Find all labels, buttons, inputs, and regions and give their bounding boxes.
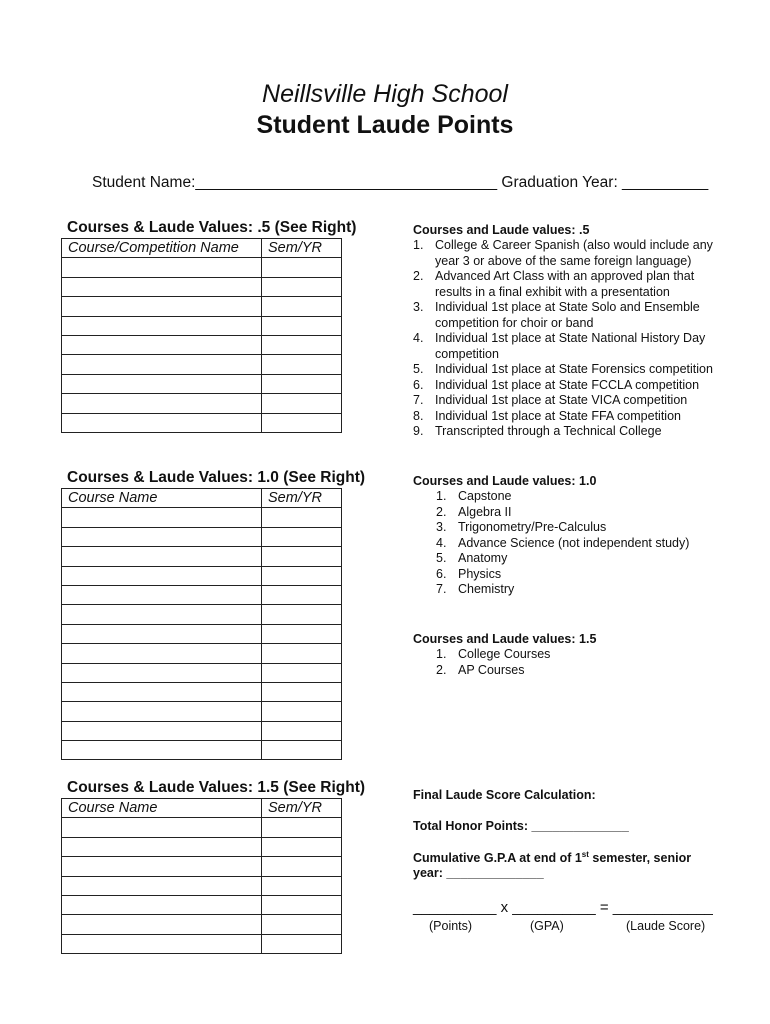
- calc-title: Final Laude Score Calculation:: [413, 788, 596, 802]
- table-row: [62, 857, 342, 876]
- list-item: [413, 300, 723, 331]
- sem-yr-cell[interactable]: [262, 605, 342, 624]
- course-name-cell[interactable]: [62, 837, 262, 856]
- sem-yr-cell[interactable]: [262, 585, 342, 604]
- table-row: [62, 644, 342, 663]
- table-row: [62, 258, 342, 277]
- table-row: [62, 277, 342, 296]
- column-header-name: Course/Competition Name: [62, 239, 262, 258]
- table-row: [62, 374, 342, 393]
- list-item: [413, 238, 723, 269]
- sem-yr-cell[interactable]: [262, 316, 342, 335]
- sem-yr-cell[interactable]: [262, 277, 342, 296]
- list-item: [436, 647, 726, 663]
- sem-yr-cell[interactable]: [262, 721, 342, 740]
- course-name-cell[interactable]: [62, 663, 262, 682]
- list-item-number: 2.: [436, 662, 447, 677]
- list-item-text: Advanced Art Class with an approved plan that results in a final exhibit with a presentation: [435, 269, 695, 299]
- table-row: [62, 741, 342, 760]
- course-name-cell[interactable]: [62, 624, 262, 643]
- list-item-number: 4.: [413, 331, 424, 345]
- list-item-text: Advance Science (not independent study): [458, 535, 690, 550]
- table-body: [62, 508, 342, 760]
- table-row: [62, 895, 342, 914]
- table-row: [62, 624, 342, 643]
- course-name-cell[interactable]: [62, 394, 262, 413]
- cumulative-gpa-line: [413, 850, 691, 865]
- table-row: [62, 721, 342, 740]
- table-row: [62, 297, 342, 316]
- sem-yr-cell[interactable]: [262, 702, 342, 721]
- list-item-text: Physics: [458, 566, 502, 581]
- gpa-text-b: semester, senior: [588, 851, 692, 866]
- sem-yr-cell[interactable]: [262, 355, 342, 374]
- course-name-cell[interactable]: [62, 857, 262, 876]
- sem-yr-cell[interactable]: [262, 624, 342, 643]
- list-item-number: 4.: [436, 535, 447, 550]
- laude-list-10: [436, 489, 726, 598]
- table-body: [62, 818, 342, 954]
- list-item-text: Individual 1st place at State National History Day competition: [435, 331, 706, 361]
- course-name-cell[interactable]: [62, 316, 262, 335]
- student-info-line: Student Name:___________________________________ Graduation Year: __________: [92, 174, 709, 191]
- list-item: [436, 567, 726, 583]
- document-title: Student Laude Points: [256, 111, 514, 139]
- sem-yr-cell[interactable]: [262, 527, 342, 546]
- list-item: [413, 409, 723, 425]
- course-name-cell[interactable]: [62, 547, 262, 566]
- course-name-cell[interactable]: [62, 818, 262, 837]
- laude-list-15: [436, 647, 726, 678]
- sem-yr-cell[interactable]: [262, 818, 342, 837]
- list-item-number: 1.: [436, 647, 447, 661]
- table-row: [62, 394, 342, 413]
- course-name-cell[interactable]: [62, 721, 262, 740]
- table-row: [62, 508, 342, 527]
- course-name-cell[interactable]: [62, 915, 262, 934]
- list-title-10: Courses and Laude values: 1.0: [413, 474, 597, 488]
- sem-yr-cell[interactable]: [262, 394, 342, 413]
- section-title-10: Courses & Laude Values: 1.0 (See Right): [67, 469, 366, 486]
- sem-yr-cell[interactable]: [262, 547, 342, 566]
- total-honor-points: Total Honor Points: ______________: [413, 819, 629, 833]
- list-item-text: Individual 1st place at State FFA competition: [435, 408, 681, 423]
- column-header-semyr: Sem/YR: [262, 489, 342, 508]
- list-item-text: Trigonometry/Pre-Calculus: [458, 520, 607, 534]
- list-item-number: 5.: [413, 362, 424, 376]
- sem-yr-cell[interactable]: [262, 335, 342, 354]
- table-row: [62, 915, 342, 934]
- table-row: [62, 355, 342, 374]
- table-row: [62, 663, 342, 682]
- sem-yr-cell[interactable]: [262, 876, 342, 895]
- list-item-text: AP Courses: [458, 662, 525, 677]
- list-item: [413, 362, 723, 378]
- course-name-cell[interactable]: [62, 374, 262, 393]
- list-item-text: Anatomy: [458, 551, 508, 565]
- laude-formula: __________ x __________ = ____________: [413, 899, 713, 916]
- column-header-name: Course Name: [62, 799, 262, 818]
- table-row: [62, 818, 342, 837]
- course-table-15: [61, 798, 342, 954]
- column-header-name: Course Name: [62, 489, 262, 508]
- list-item-text: Capstone: [458, 489, 512, 503]
- course-name-cell[interactable]: [62, 895, 262, 914]
- list-item-text: College Courses: [458, 647, 551, 661]
- list-item-number: 6.: [436, 566, 447, 581]
- list-item: [436, 520, 726, 536]
- list-item: [413, 331, 723, 362]
- course-name-cell[interactable]: [62, 277, 262, 296]
- table-row: [62, 605, 342, 624]
- list-item: [413, 269, 723, 300]
- sem-yr-cell[interactable]: [262, 682, 342, 701]
- list-item-text: Transcripted through a Technical College: [435, 424, 662, 438]
- sem-yr-cell[interactable]: [262, 663, 342, 682]
- table-row: [62, 335, 342, 354]
- list-item: [413, 378, 723, 394]
- course-name-cell[interactable]: [62, 527, 262, 546]
- list-item: [436, 551, 726, 567]
- table-body: [62, 258, 342, 433]
- course-name-cell[interactable]: [62, 508, 262, 527]
- table-row: [62, 934, 342, 953]
- list-item-text: Individual 1st place at State Solo and Ensemble competition for choir or band: [435, 300, 700, 330]
- course-name-cell[interactable]: [62, 876, 262, 895]
- column-header-semyr: Sem/YR: [262, 799, 342, 818]
- table-row: [62, 876, 342, 895]
- table-row: [62, 702, 342, 721]
- list-item-number: 1.: [413, 238, 424, 252]
- list-item-text: Individual 1st place at State FCCLA competition: [435, 377, 700, 392]
- table-row: [62, 585, 342, 604]
- list-item-number: 3.: [436, 520, 447, 534]
- list-item-number: 7.: [436, 582, 447, 596]
- label-points: (Points): [429, 919, 473, 933]
- course-name-cell[interactable]: [62, 585, 262, 604]
- sem-yr-cell[interactable]: [262, 374, 342, 393]
- course-table-10: [61, 488, 342, 760]
- list-item-number: 8.: [413, 408, 424, 423]
- school-name: Neillsville High School: [262, 80, 508, 108]
- table-row: [62, 837, 342, 856]
- list-item-number: 5.: [436, 551, 447, 565]
- table-row: [62, 527, 342, 546]
- list-item: [413, 393, 723, 409]
- list-item-number: 2.: [413, 269, 424, 283]
- course-name-cell[interactable]: [62, 355, 262, 374]
- list-item: [436, 505, 726, 521]
- sem-yr-cell[interactable]: [262, 413, 342, 432]
- course-name-cell[interactable]: [62, 258, 262, 277]
- gpa-superscript: st: [581, 850, 589, 859]
- list-item-number: 3.: [413, 300, 424, 314]
- label-laude-score: (Laude Score): [626, 919, 706, 933]
- list-item-number: 7.: [413, 393, 424, 407]
- list-item-text: Chemistry: [458, 582, 515, 596]
- course-name-cell[interactable]: [62, 566, 262, 585]
- sem-yr-cell[interactable]: [262, 895, 342, 914]
- section-title-05: Courses & Laude Values: .5 (See Right): [67, 219, 357, 236]
- course-name-cell[interactable]: [62, 644, 262, 663]
- sem-yr-cell[interactable]: [262, 644, 342, 663]
- list-item-number: 1.: [436, 489, 447, 503]
- list-item-number: 6.: [413, 377, 424, 392]
- label-gpa: (GPA): [530, 919, 564, 933]
- sem-yr-cell[interactable]: [262, 508, 342, 527]
- course-table-05: [61, 238, 342, 433]
- list-item-number: 2.: [436, 504, 447, 519]
- sem-yr-cell[interactable]: [262, 566, 342, 585]
- course-name-cell[interactable]: [62, 413, 262, 432]
- list-title-05: Courses and Laude values: .5: [413, 223, 590, 237]
- list-item: [436, 663, 726, 679]
- course-name-cell[interactable]: [62, 297, 262, 316]
- list-item-number: 9.: [413, 424, 424, 438]
- sem-yr-cell[interactable]: [262, 297, 342, 316]
- column-header-semyr: Sem/YR: [262, 239, 342, 258]
- list-item-text: Algebra II: [458, 504, 512, 519]
- list-item: [436, 536, 726, 552]
- list-item-text: College & Career Spanish (also would include any year 3 or above of the same foreign language): [435, 238, 713, 268]
- sem-yr-cell[interactable]: [262, 934, 342, 953]
- course-name-cell[interactable]: [62, 741, 262, 760]
- table-row: [62, 682, 342, 701]
- sem-yr-cell[interactable]: [262, 857, 342, 876]
- sem-yr-cell[interactable]: [262, 837, 342, 856]
- course-name-cell[interactable]: [62, 335, 262, 354]
- sem-yr-cell[interactable]: [262, 915, 342, 934]
- table-row: [62, 413, 342, 432]
- list-item: [413, 424, 723, 440]
- sem-yr-cell[interactable]: [262, 258, 342, 277]
- laude-list-05: [413, 238, 723, 440]
- course-name-cell[interactable]: [62, 682, 262, 701]
- course-name-cell[interactable]: [62, 605, 262, 624]
- gpa-year-line: year: ______________: [413, 866, 544, 880]
- sem-yr-cell[interactable]: [262, 741, 342, 760]
- list-item: [436, 489, 726, 505]
- table-row: [62, 316, 342, 335]
- table-row: [62, 547, 342, 566]
- gpa-text-a: Cumulative G.P.A at end of 1: [413, 851, 582, 866]
- course-name-cell[interactable]: [62, 702, 262, 721]
- section-title-15: Courses & Laude Values: 1.5 (See Right): [67, 779, 366, 796]
- list-item-text: Individual 1st place at State VICA competition: [435, 393, 688, 407]
- list-item: [436, 582, 726, 598]
- course-name-cell[interactable]: [62, 934, 262, 953]
- list-title-15: Courses and Laude values: 1.5: [413, 632, 597, 646]
- list-item-text: Individual 1st place at State Forensics competition: [435, 362, 713, 376]
- table-row: [62, 566, 342, 585]
